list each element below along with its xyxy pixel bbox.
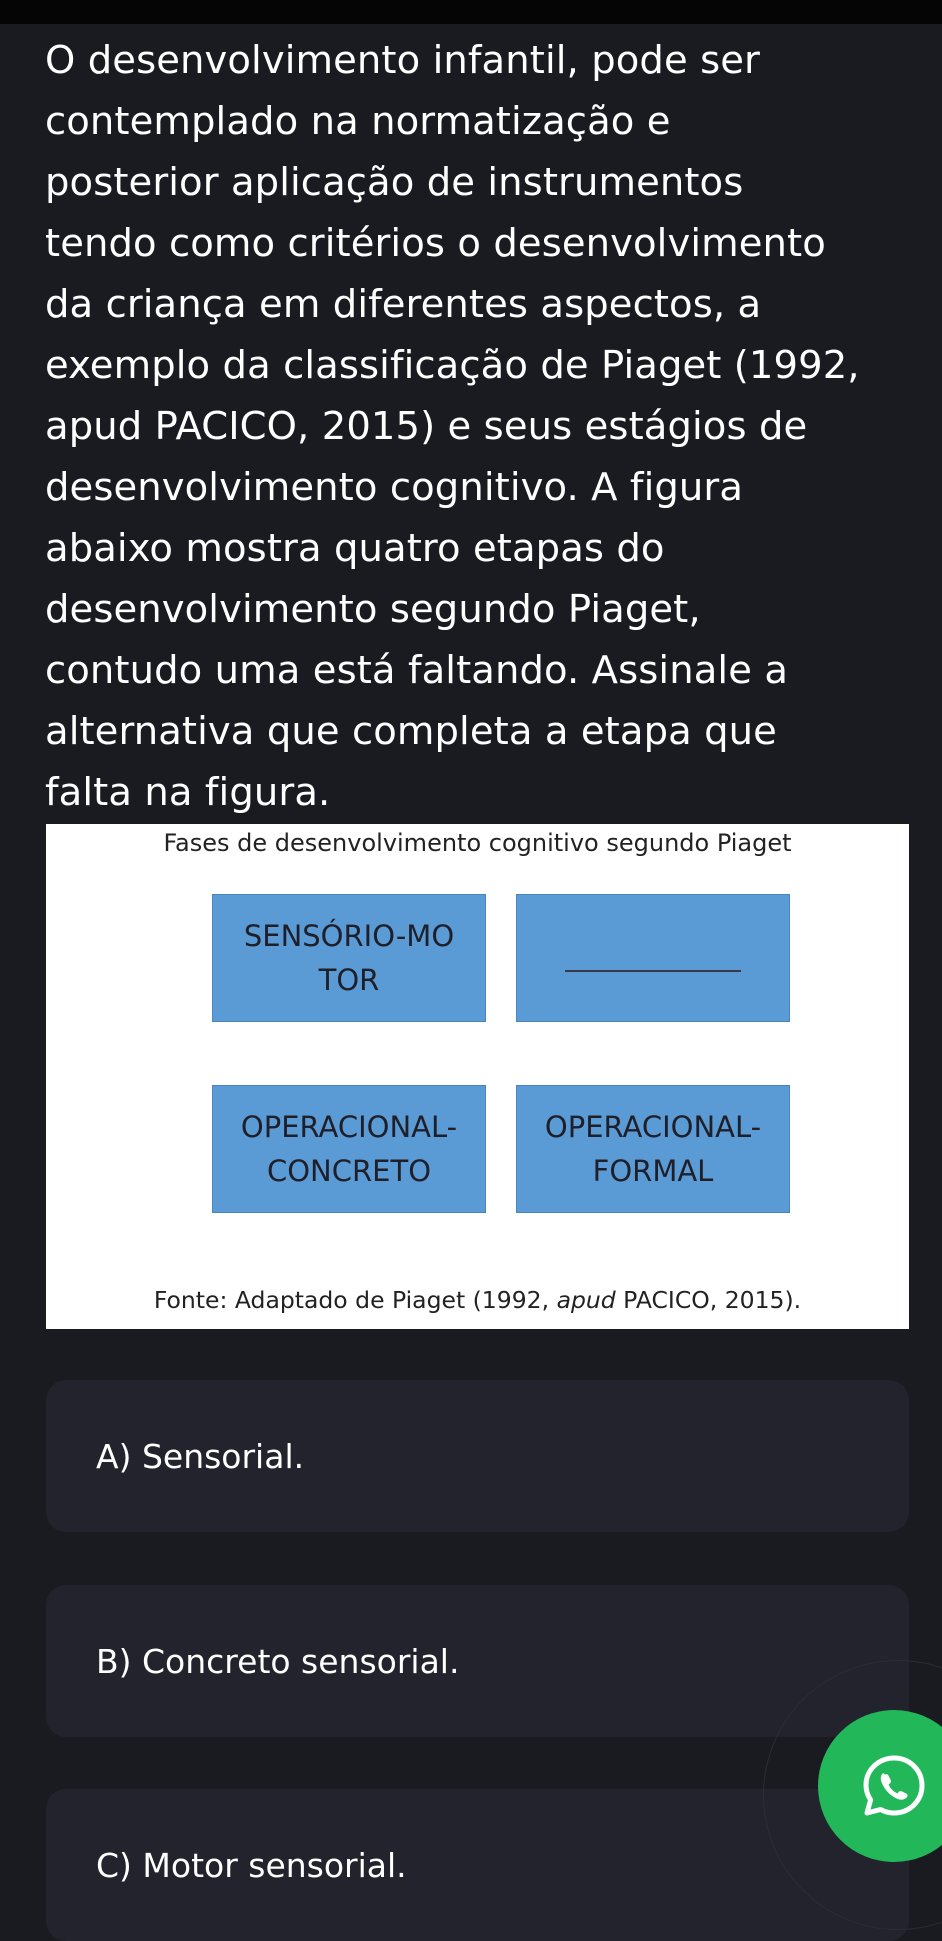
stage-label: OPERACIONAL- [240,1110,458,1144]
question-line: apud PACICO, 2015) e seus estágios de [45,404,808,449]
stage-label: CONCRETO [266,1154,432,1188]
source-italic: apud [556,1286,616,1314]
stage-box-operacional-concreto [212,1085,486,1213]
figure-source [46,1286,909,1314]
stage-label: OPERACIONAL- [544,1110,762,1144]
whatsapp-icon [859,1751,929,1821]
question-line: O desenvolvimento infantil, pode ser [45,38,760,83]
option-b[interactable] [46,1585,909,1737]
blank-line [565,970,741,972]
stage-label: FORMAL [592,1154,714,1188]
status-bar [0,0,942,24]
question-line: desenvolvimento segundo Piaget, [45,587,701,632]
figure-title: Fases de desenvolvimento cognitivo segundo Piaget [163,829,792,857]
question-line: abaixo mostra quatro etapas do [45,526,665,571]
question-line: tendo como critérios o desenvolvimento [45,221,826,266]
question-text [45,30,915,823]
question-line: exemplo da classificação de Piaget (1992, [45,343,860,388]
question-line: contemplado na normatização e [45,99,671,144]
question-line: alternativa que completa a etapa que [45,709,777,754]
stage-box-missing [516,894,790,1022]
option-a[interactable] [46,1380,909,1532]
source-suffix: PACICO, 2015). [615,1286,802,1314]
question-line: posterior aplicação de instrumentos [45,160,744,205]
stage-label: TOR [318,963,380,997]
option-label: A) Sensorial. [96,1436,305,1476]
piaget-figure [46,824,909,1329]
question-line: da criança em diferentes aspectos, a [45,282,762,327]
question-line: contudo uma está faltando. Assinale a [45,648,789,693]
source-prefix: Fonte: Adaptado de Piaget (1992, [153,1286,557,1314]
stage-label: SENSÓRIO-MO [243,919,455,953]
option-label: C) Motor sensorial. [96,1845,407,1885]
question-line: desenvolvimento cognitivo. A figura [45,465,744,510]
option-label: B) Concreto sensorial. [96,1641,460,1681]
stage-box-sensorio-motor [212,894,486,1022]
stage-box-operacional-formal [516,1085,790,1213]
question-line: falta na figura. [45,770,331,815]
